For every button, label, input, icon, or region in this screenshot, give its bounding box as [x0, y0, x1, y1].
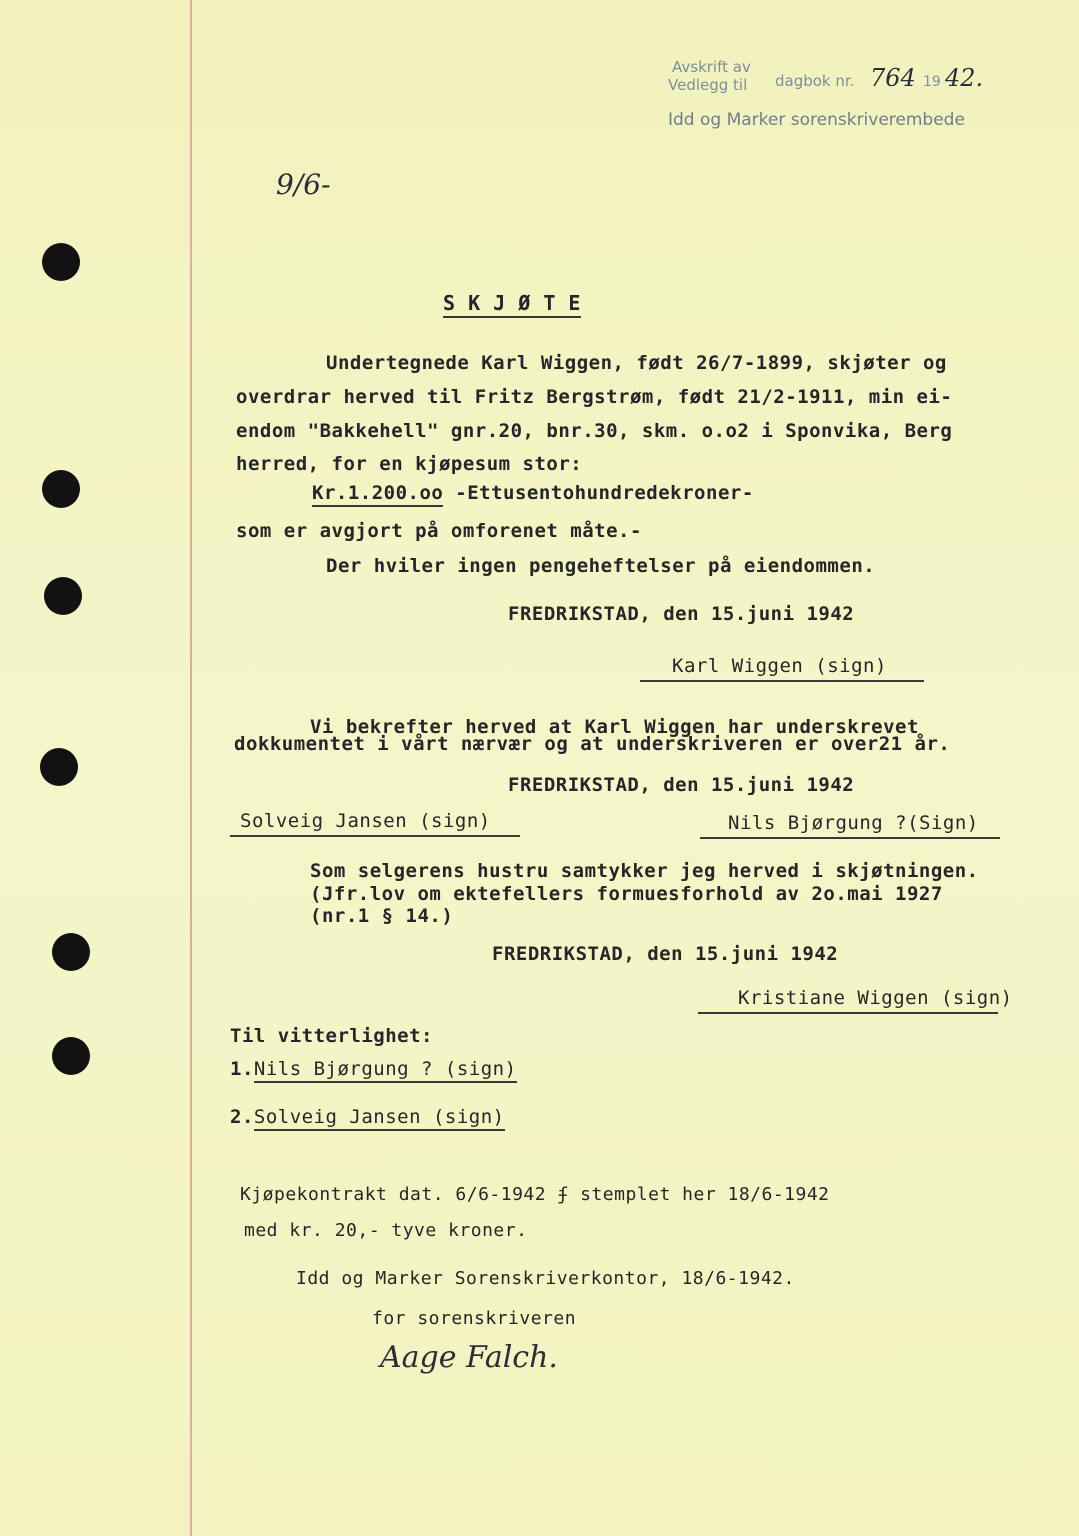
spouse-line-2: (Jfr.lov om ektefellers formuesforhold av 2o.mai 1927: [310, 883, 943, 905]
seller-signature-line: [640, 680, 924, 682]
registry-line-2: med kr. 20,- tyve kroner.: [244, 1220, 528, 1241]
stamp-dagbok: dagbok nr.: [775, 72, 855, 90]
witness-signature-left: Solveig Jansen (sign): [240, 810, 491, 832]
place-date-3: FREDRIKSTAD, den 15.juni 1942: [492, 943, 839, 965]
punch-hole: [40, 748, 78, 786]
attest-name-2: Solveig Jansen (sign): [254, 1106, 505, 1131]
punch-hole: [52, 1037, 90, 1075]
spouse-line-1: Som selgerens hustru samtykker jeg herved i skjøtningen.: [310, 860, 979, 882]
spouse-line-3: (nr.1 § 14.): [310, 905, 454, 927]
stamp-avskrift: Avskrift av: [672, 58, 751, 76]
document-title-text: S K J Ø T E: [443, 291, 581, 318]
attest-number-2: 2.: [230, 1106, 254, 1128]
purchase-amount: Kr.1.200.oo: [312, 482, 443, 507]
witness-signature-left-line: [230, 835, 520, 837]
purchase-amount-words: -Ettusentohundredekroner-: [443, 482, 754, 504]
witness-signature-right-line: [700, 837, 1000, 839]
witness-signature-right: Nils Bjørgung ?(Sign): [728, 812, 979, 834]
margin-line: [190, 0, 192, 1536]
stamp-office: Idd og Marker sorenskriverembede: [668, 110, 965, 130]
witness-line-2: dokkumentet i vårt nærvær og at underskriveren er over21 år.: [234, 733, 951, 755]
body-line-5: [312, 482, 754, 504]
registry-line-1: Kjøpekontrakt dat. 6/6-1942 ʄ stemplet her 18/6-1942: [240, 1184, 830, 1205]
place-date-1: FREDRIKSTAD, den 15.juni 1942: [508, 603, 855, 625]
body-line-3: endom "Bakkehell" gnr.20, bnr.30, skm. o.o2 i Sponvika, Berg: [236, 420, 953, 442]
body-line-6: som er avgjort på omforenet måte.-: [236, 520, 642, 542]
body-line-1: Undertegnede Karl Wiggen, født 26/7-1899, skjøter og: [326, 352, 947, 374]
attest-heading: Til vitterlighet:: [230, 1025, 433, 1047]
body-line-2: overdrar herved til Fritz Bergstrøm, født 21/2-1911, min ei-: [236, 386, 953, 408]
attest-witness-2: [230, 1106, 505, 1128]
margin-note: 9/6-: [276, 168, 331, 201]
body-line-4: herred, for en kjøpesum stor:: [236, 453, 583, 475]
stamp-vedlegg: Vedlegg til: [668, 76, 748, 94]
clerk-signature: Aage Falch.: [380, 1340, 558, 1375]
stamp-number: 764: [870, 64, 916, 92]
spouse-signature: Kristiane Wiggen (sign): [738, 987, 1013, 1009]
seller-signature: Karl Wiggen (sign): [672, 655, 887, 677]
place-date-2: FREDRIKSTAD, den 15.juni 1942: [508, 774, 855, 796]
spouse-signature-line: [698, 1012, 998, 1014]
punch-hole: [42, 243, 80, 281]
attest-number-1: 1.: [230, 1058, 254, 1080]
stamp-year-prefix: 19: [923, 74, 941, 90]
punch-hole: [52, 933, 90, 971]
punch-hole: [44, 577, 82, 615]
body-line-7: Der hviler ingen pengeheftelser på eiendommen.: [326, 555, 876, 577]
punch-hole: [42, 470, 80, 508]
witness-line-1: Vi bekrefter herved at Karl Wiggen har underskrevet: [310, 716, 919, 738]
registry-line-3: Idd og Marker Sorenskriverkontor, 18/6-1942.: [296, 1268, 795, 1289]
attest-name-1: Nils Bjørgung ? (sign): [254, 1058, 517, 1083]
registry-line-4: for sorenskriveren: [372, 1308, 577, 1329]
attest-witness-1: [230, 1058, 517, 1080]
stamp-year: 42.: [945, 64, 984, 92]
document-title: [443, 291, 581, 315]
